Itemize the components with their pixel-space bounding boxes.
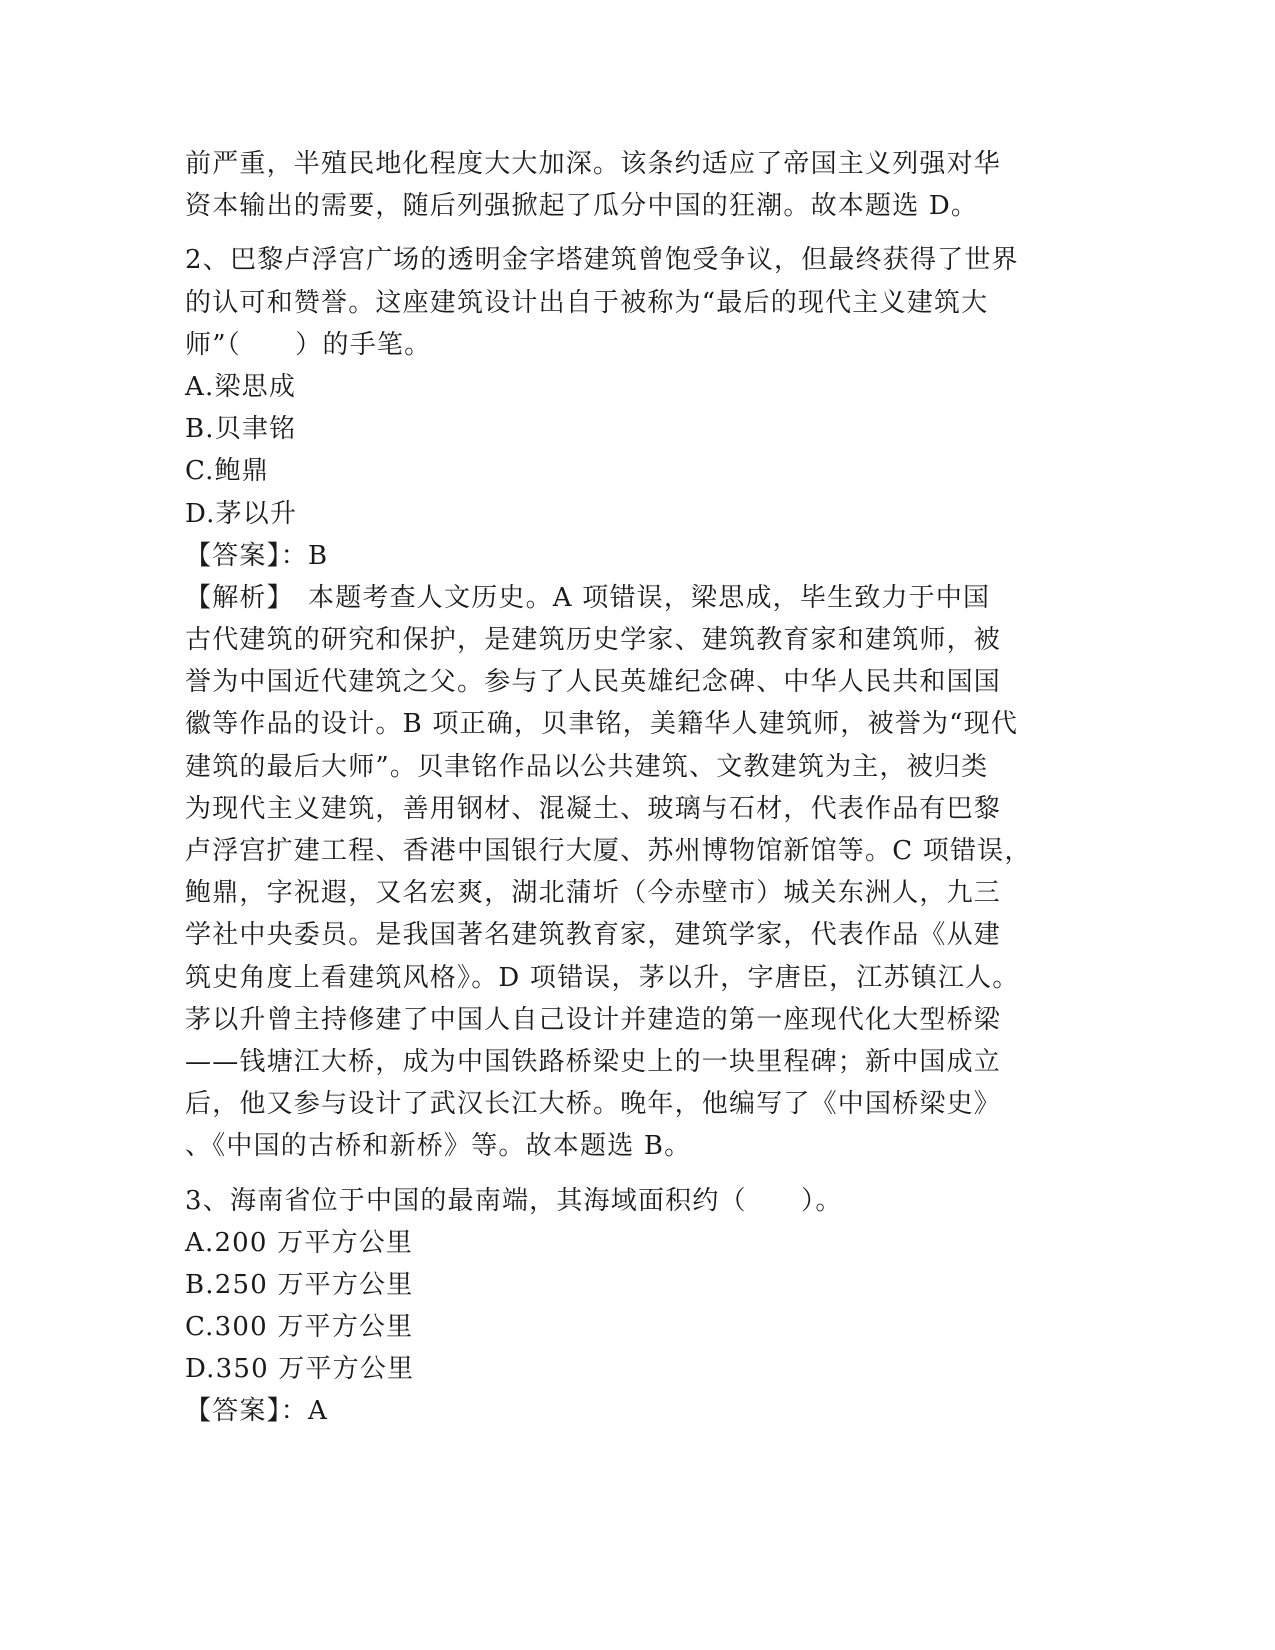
question-stem-line: 的认可和赞誉。这座建筑设计出自于被称为“最后的现代主义建筑大 (185, 287, 989, 318)
analysis-line: 、《中国的古桥和新桥》等。故本题选 B。 (185, 1131, 692, 1162)
analysis-line: 古代建筑的研究和保护，是建筑历史学家、建筑教育家和建筑师，被 (185, 625, 1002, 656)
document-page (185, 143, 1085, 1433)
analysis-line: 学社中央委员。是我国著名建筑教育家，建筑学家，代表作品《从建 (185, 920, 1002, 951)
question-1-explanation-tail (185, 143, 1085, 227)
option-c: C.鲍鼎 (185, 456, 270, 487)
option-d: D.茅以升 (185, 498, 298, 529)
analysis-line: 【解析】 本题考查人文历史。A 项错误，梁思成，毕生致力于中国 (185, 582, 991, 613)
question-stem-line: 3、海南省位于中国的最南端，其海域面积约（ ）。 (185, 1185, 843, 1216)
option-b: B.250 万平方公里 (185, 1269, 414, 1300)
paragraph-line: 前严重，半殖民地化程度大大加深。该条约适应了帝国主义列强对华 (185, 149, 1002, 179)
answer-line: 【答案】：B (185, 540, 329, 571)
option-a: A.梁思成 (185, 371, 297, 402)
analysis-line: 筑史角度上看建筑风格》。D 项错误，茅以升，字唐臣，江苏镇江人。 (185, 962, 1020, 993)
option-d: D.350 万平方公里 (185, 1354, 415, 1385)
question-stem-line: 师”（ ）的手笔。 (185, 329, 432, 360)
option-b: B.贝聿铭 (185, 414, 297, 445)
option-c: C.300 万平方公里 (185, 1312, 414, 1343)
question-2 (185, 239, 1085, 1167)
analysis-line: 建筑的最后大师”。贝聿铭作品以公共建筑、文教建筑为主，被归类 (185, 751, 989, 782)
analysis-line: 鲍鼎，字祝遐，又名宏爽，湖北蒲圻（今赤壁市）城关东洲人，九三 (185, 878, 1002, 909)
spacer (185, 1168, 1085, 1180)
analysis-line: 为现代主义建筑，善用钢材、混凝土、玻璃与石材，代表作品有巴黎 (185, 793, 1002, 824)
analysis-line: 后，他又参与设计了武汉长江大桥。晚年，他编写了《中国桥梁史》 (185, 1089, 1002, 1120)
analysis-line: ——钱塘江大桥，成为中国铁路桥梁史上的一块里程碑；新中国成立 (185, 1046, 1002, 1077)
analysis-line: 茅以升曾主持修建了中国人自己设计并建造的第一座现代化大型桥梁 (185, 1004, 1002, 1035)
answer-line: 【答案】：A (185, 1396, 328, 1427)
question-3 (185, 1180, 1085, 1433)
paragraph-line: 资本输出的需要，随后列强掀起了瓜分中国的狂潮。故本题选 D。 (185, 191, 979, 222)
question-stem-line: 2、巴黎卢浮宫广场的透明金字塔建筑曾饱受争议，但最终获得了世界 (185, 245, 1019, 276)
option-a: A.200 万平方公里 (185, 1227, 414, 1258)
analysis-line: 誉为中国近代建筑之父。参与了人民英雄纪念碑、中华人民共和国国 (185, 667, 1002, 698)
analysis-line: 徽等作品的设计。B 项正确，贝聿铭，美籍华人建筑师，被誉为“现代 (185, 709, 1019, 740)
spacer (185, 227, 1085, 239)
analysis-line: 卢浮宫扩建工程、香港中国银行大厦、苏州博物馆新馆等。C 项错误， (185, 836, 1032, 866)
